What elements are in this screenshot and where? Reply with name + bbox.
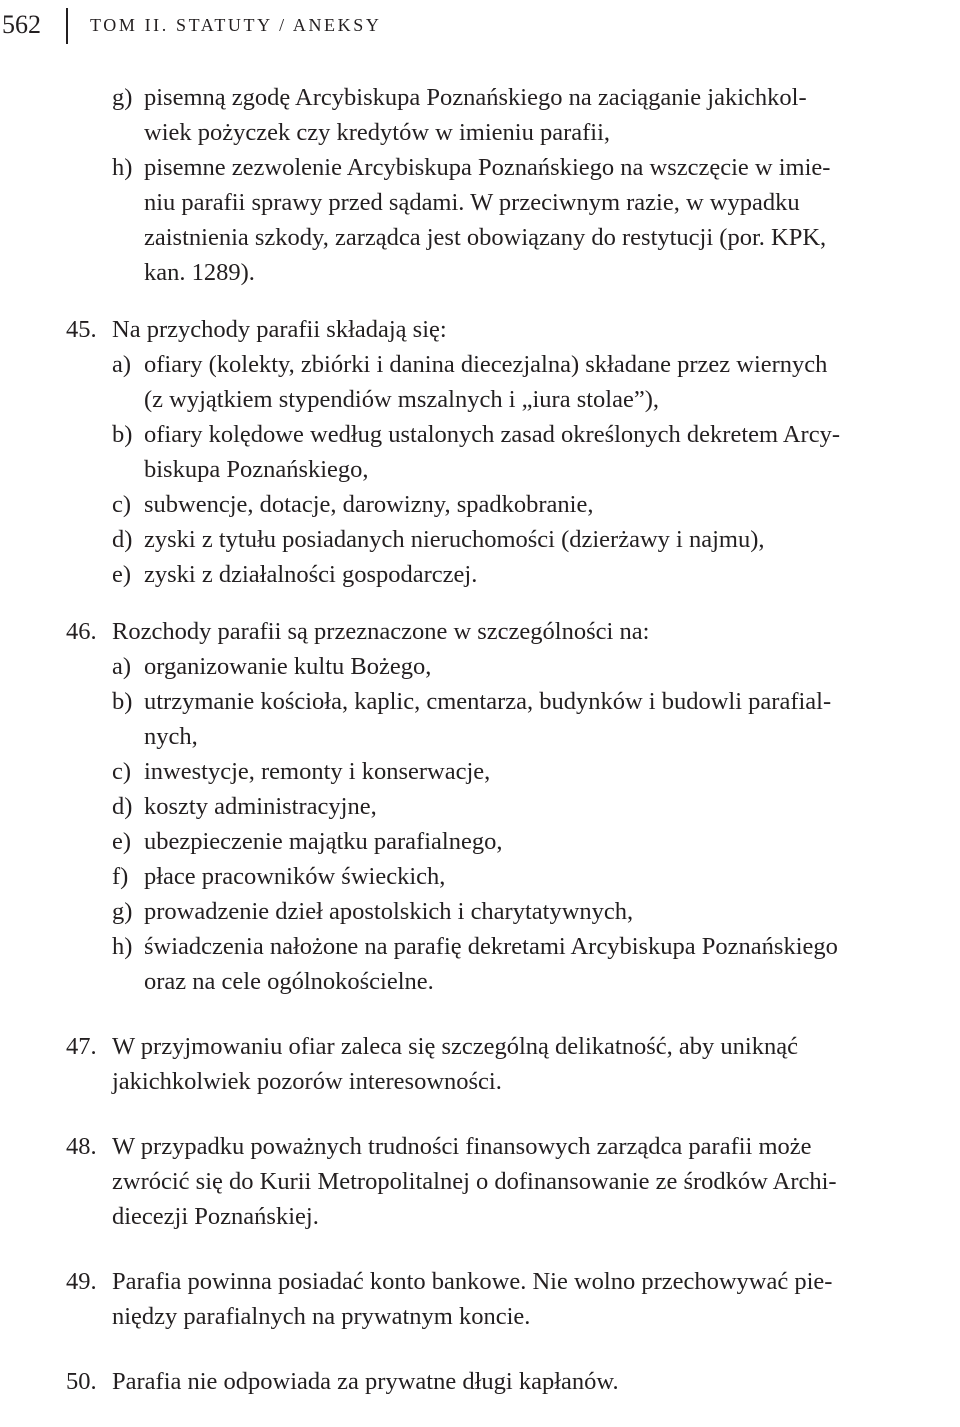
item-label: e) — [112, 561, 132, 588]
item-text: zyski z tytułu posiadanych nieruchomości (dzierżawy i najmu), — [144, 526, 765, 553]
page-number: 562 — [2, 10, 41, 39]
section-number: 46. — [66, 618, 97, 645]
item-label: a) — [112, 351, 132, 378]
item-text: wiek pożyczek czy kredytów w imieniu parafii, — [144, 119, 611, 146]
item-text: subwencje, dotacje, darowizny, spadkobranie, — [144, 491, 594, 518]
section-48 — [0, 1129, 960, 1234]
spacer — [0, 1334, 960, 1364]
item-text: kan. 1289). — [144, 259, 255, 286]
item-text: prowadzenie dzieł apostolskich i charytatywnych, — [144, 898, 634, 925]
item-label: g) — [112, 898, 133, 925]
section-text: W przypadku poważnych trudności finansowych zarządca parafii może — [112, 1133, 812, 1160]
item-text: utrzymanie kościoła, kaplic, cmentarza, budynków i budowli parafial- — [144, 688, 832, 715]
page-header — [0, 6, 960, 44]
item-text: nych, — [144, 723, 198, 750]
item-label: d) — [112, 526, 133, 553]
item-label: c) — [112, 491, 132, 518]
item-label: b) — [112, 421, 133, 448]
section-number: 47. — [66, 1033, 97, 1060]
section-number: 49. — [66, 1268, 97, 1295]
spacer — [0, 999, 960, 1029]
item-text: inwestycje, remonty i konserwacje, — [144, 758, 491, 785]
section-text: zwrócić się do Kurii Metropolitalnej o dofinansowanie ze środków Archi- — [112, 1168, 837, 1195]
spacer — [0, 1234, 960, 1264]
section-number: 45. — [66, 316, 97, 343]
section-intro: Na przychody parafii składają się: — [112, 316, 447, 343]
section-text: W przyjmowaniu ofiar zaleca się szczególną delikatność, aby uniknąć — [112, 1033, 798, 1060]
item-text: pisemne zezwolenie Arcybiskupa Poznańskiego na wszczęcie w imie- — [144, 154, 831, 181]
item-text: pisemną zgodę Arcybiskupa Poznańskiego na zaciąganie jakichkol- — [144, 84, 807, 111]
section-text: Parafia powinna posiadać konto bankowe. Nie wolno przechowywać pie- — [112, 1268, 833, 1295]
item-text: zaistnienia szkody, zarządca jest obowiązany do restytucji (por. KPK, — [144, 224, 827, 251]
item-text: koszty administracyjne, — [144, 793, 377, 820]
section-45 — [0, 312, 960, 592]
item-text: niu parafii sprawy przed sądami. W przeciwnym razie, w wypadku — [144, 189, 800, 216]
item-text: organizowanie kultu Bożego, — [144, 653, 432, 680]
section-50 — [0, 1364, 960, 1399]
section-number: 48. — [66, 1133, 97, 1160]
item-text: biskupa Poznańskiego, — [144, 456, 369, 483]
item-text: świadczenia nałożone na parafię dekretami Arcybiskupa Poznańskiego — [144, 933, 838, 960]
item-text: płace pracowników świeckich, — [144, 863, 446, 890]
section-47 — [0, 1029, 960, 1099]
list-item — [0, 150, 960, 290]
item-label: e) — [112, 828, 132, 855]
section-49 — [0, 1264, 960, 1334]
section-text: niędzy parafialnych na prywatnym koncie. — [112, 1303, 531, 1330]
item-label: h) — [112, 933, 133, 960]
item-label: f) — [112, 863, 129, 890]
section-text: jakichkolwiek pozorów interesowności. — [112, 1068, 502, 1095]
item-label: c) — [112, 758, 132, 785]
item-text: ubezpieczenie majątku parafialnego, — [144, 828, 503, 855]
spacer — [0, 592, 960, 614]
item-text: zyski z działalności gospodarczej. — [144, 561, 478, 588]
section-46 — [0, 614, 960, 999]
item-label: a) — [112, 653, 132, 680]
item-text: oraz na cele ogólnokościelne. — [144, 968, 434, 995]
header-divider — [66, 8, 68, 44]
spacer — [0, 1099, 960, 1129]
item-text: ofiary (kolekty, zbiórki i danina diecezjalna) składane przez wiernych — [144, 351, 828, 378]
section-number: 50. — [66, 1368, 97, 1395]
item-label: b) — [112, 688, 133, 715]
section-intro: Rozchody parafii są przeznaczone w szczególności na: — [112, 618, 650, 645]
list-item — [0, 80, 960, 150]
item-label: d) — [112, 793, 133, 820]
item-label: h) — [112, 154, 133, 181]
section-text: Parafia nie odpowiada za prywatne długi kapłanów. — [112, 1368, 619, 1395]
item-label: g) — [112, 84, 133, 111]
running-head: TOM II. STATUTY / ANEKSY — [90, 15, 382, 35]
item-text: (z wyjątkiem stypendiów mszalnych i „iura stolae”), — [144, 386, 660, 413]
section-text: diecezji Poznańskiej. — [112, 1203, 319, 1230]
item-text: ofiary kolędowe według ustalonych zasad określonych dekretem Arcy- — [144, 421, 840, 448]
document-body — [0, 80, 960, 1399]
spacer — [0, 290, 960, 312]
